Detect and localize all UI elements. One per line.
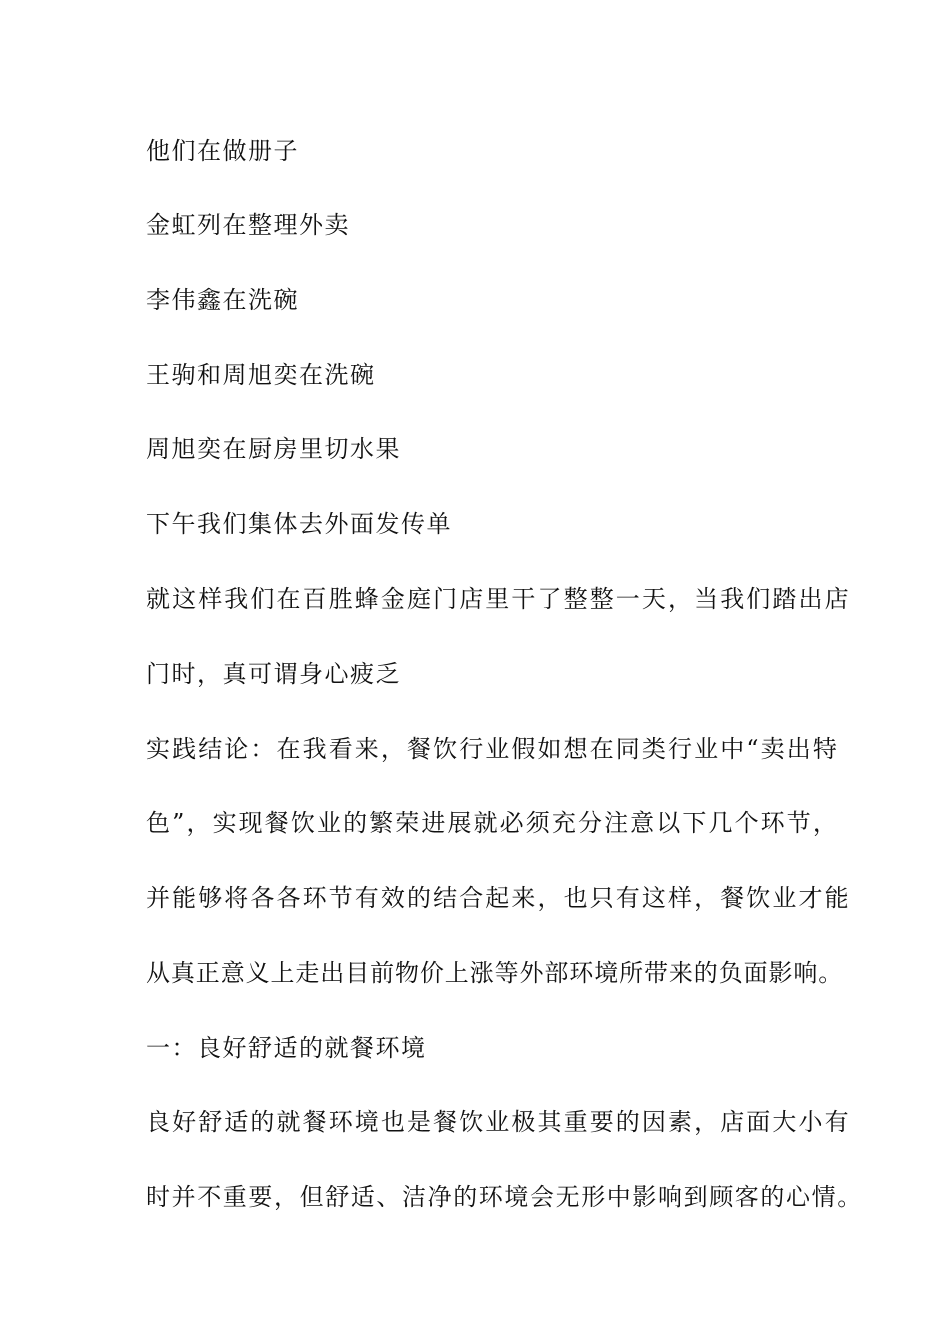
text-line: 从真正意义上走出目前物价上涨等外部环境所带来的负面影响。 xyxy=(146,959,844,987)
text-line: 金虹列在整理外卖 xyxy=(146,211,350,239)
text-line: 周旭奕在厨房里切水果 xyxy=(146,435,401,463)
text-line: 就这样我们在百胜蜂金庭门店里干了整整一天，当我们踏出店 xyxy=(146,585,851,613)
text-line: 王驹和周旭奕在洗碗 xyxy=(146,361,376,389)
text-line: 李伟鑫在洗碗 xyxy=(146,286,299,314)
text-line: 下午我们集体去外面发传单 xyxy=(146,510,452,538)
text-line: 他们在做册子 xyxy=(146,137,299,165)
text-line: 实践结论：在我看来，餐饮行业假如想在同类行业中“卖出特 xyxy=(146,735,839,763)
text-line: 并能够将各各环节有效的结合起来，也只有这样，餐饮业才能 xyxy=(146,884,851,912)
text-line: 时并不重要，但舒适、洁净的环境会无形中影响到顾客的心情。 xyxy=(146,1183,863,1211)
text-line: 良好舒适的就餐环境也是餐饮业极其重要的因素，店面大小有 xyxy=(146,1108,851,1136)
text-line: 门时，真可谓身心疲乏 xyxy=(146,660,401,688)
section-heading: 一：良好舒适的就餐环境 xyxy=(146,1034,427,1062)
text-line: 色”，实现餐饮业的繁荣进展就必须充分注意以下几个环节， xyxy=(146,809,839,837)
